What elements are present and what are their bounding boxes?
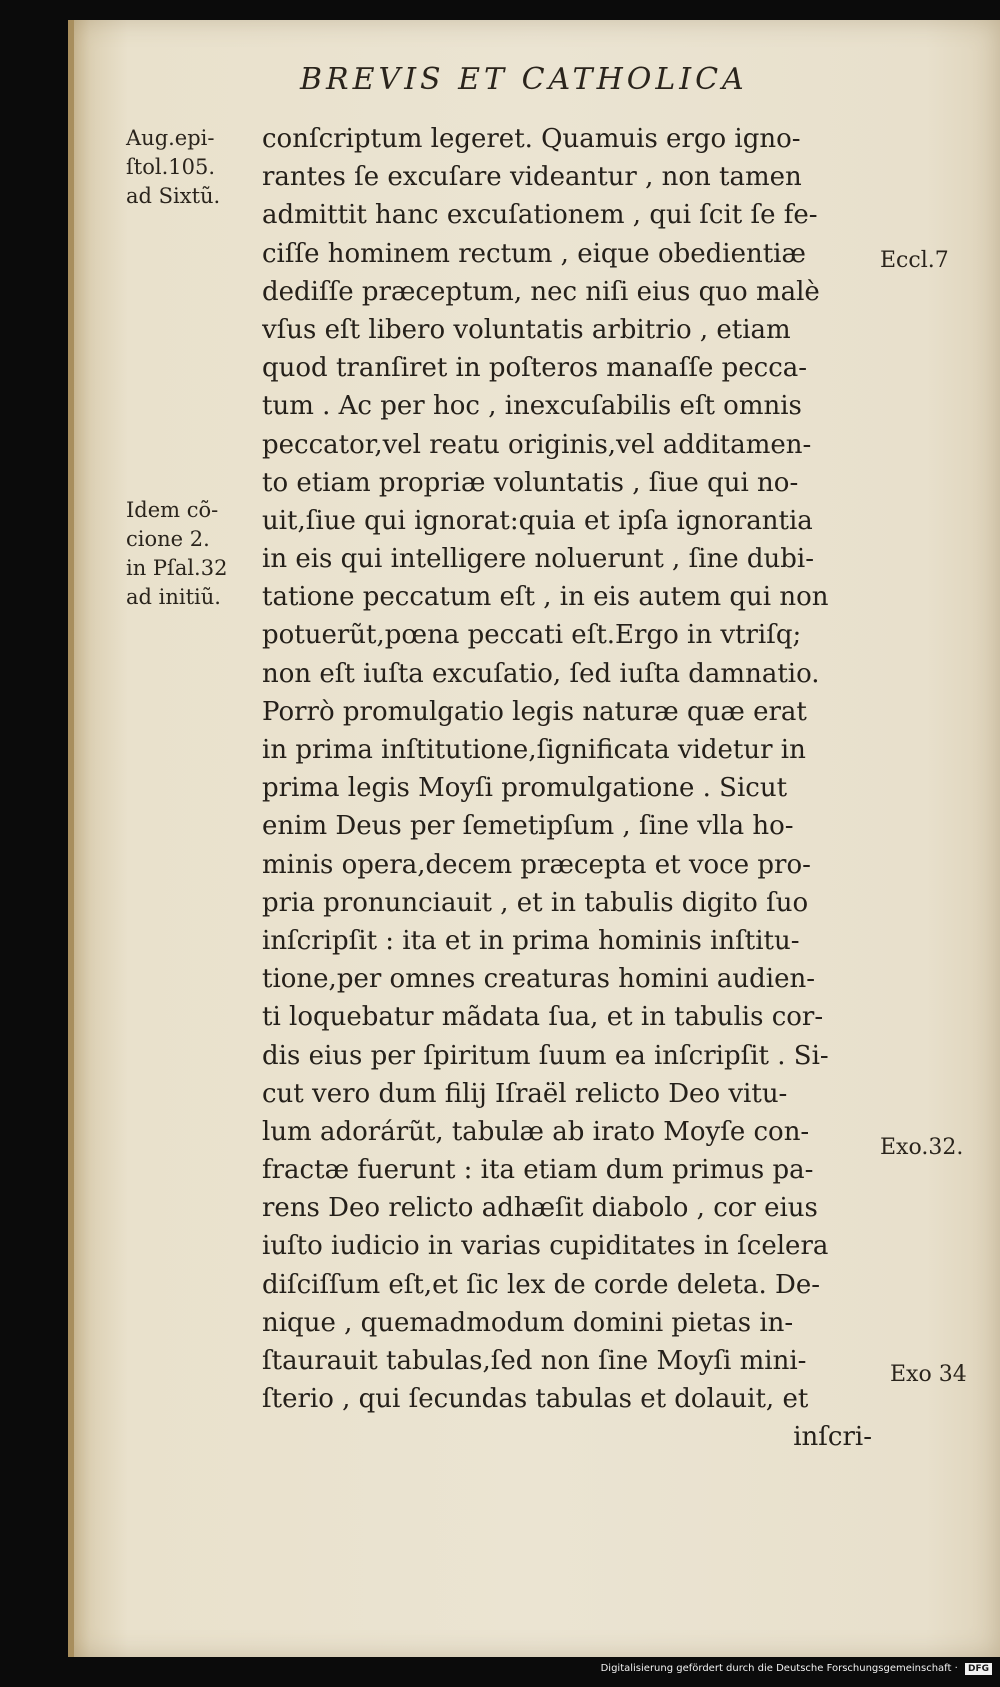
text-line: uit,ſiue qui ignorat:quia et ipſa ignorantia (262, 505, 813, 536)
text-line: cut vero dum filij Iſraël relicto Deo vitu- (262, 1078, 788, 1109)
text-line: rantes ſe excuſare videantur , non tamen (262, 162, 802, 193)
text-line: diſciſſum eſt,et ſic lex de corde deleta. De- (262, 1269, 821, 1300)
margin-note-right-exo34: Exo 34 (890, 1362, 967, 1387)
margin-note-left-augustine (126, 124, 220, 211)
text-line: ſtaurauit tabulas,ſed non ſine Moyſi mini- (262, 1346, 807, 1376)
catchword: inſcri- (793, 1422, 872, 1453)
text-line: lum adorárũt, tabulæ ab irato Moyſe con- (262, 1116, 810, 1147)
margin-note-right-exo32: Exo.32. (880, 1135, 964, 1160)
text-line: non eſt iuſta excuſatio, ſed iuſta damnatio. (262, 658, 820, 689)
text-line: to etiam propriæ voluntatis , ſiue qui no- (262, 467, 799, 498)
text-line: inſcripſit : ita et in prima hominis inſtitu- (262, 925, 800, 956)
digitization-footer (560, 1663, 992, 1675)
text-line: Porrò promulgatio legis naturæ quæ erat (262, 696, 807, 727)
text-line: in eis qui intelligere noluerunt , ſine dubi- (262, 544, 815, 575)
text-line: minis opera,decem præcepta et voce pro- (262, 849, 811, 880)
running-head: BREVIS ET CATHOLICA (300, 62, 748, 97)
margin-note-line: ad initiũ. (126, 585, 221, 609)
margin-note-line: Idem cõ- (126, 498, 219, 522)
text-line: ſterio , qui ſecundas tabulas et dolauit, et (262, 1384, 809, 1415)
margin-note-line: Aug.epi- (126, 126, 215, 150)
text-line: nique , quemadmodum domini pietas in- (262, 1307, 794, 1338)
margin-note-line: ad Sixtũ. (126, 184, 221, 208)
text-line: in prima inſtitutione,ſignificata videtur in (262, 735, 806, 765)
text-line: enim Deus per ſemetipſum , ſine vlla ho- (262, 811, 794, 842)
text-line: dis eius per ſpiritum ſuum ea inſcripſit . Si- (262, 1040, 829, 1071)
text-line: potuerũt,pœna peccati eſt.Ergo in vtriſq; (262, 620, 802, 651)
text-line: rens Deo relicto adhæſit diabolo , cor eius (262, 1193, 818, 1224)
text-line: ti loquebatur mãdata ſua, et in tabulis cor- (262, 1002, 824, 1033)
text-line: vſus eſt libero voluntatis arbitrio , etiam (262, 314, 791, 345)
dfg-logo: DFG (965, 1663, 992, 1675)
margin-note-line: ſtol.105. (126, 155, 216, 179)
text-line: tum . Ac per hoc , inexcuſabilis eſt omnis (262, 391, 802, 422)
text-line: conſcriptum legeret. Quamuis ergo igno- (262, 124, 801, 154)
margin-note-left-idem (126, 496, 227, 612)
text-line: admittit hanc excuſationem , qui ſcit ſe fe- (262, 200, 818, 231)
text-line: prima legis Moyſi promulgatione . Sicut (262, 773, 788, 804)
main-text-block (262, 120, 872, 1457)
text-line: tione,per omnes creaturas homini audien- (262, 964, 816, 995)
text-line: quod tranſiret in poſteros manaſſe pecca- (262, 353, 808, 384)
margin-note-right-eccl: Eccl.7 (880, 248, 949, 273)
text-line: peccator,vel reatu originis,vel additamen- (262, 429, 812, 460)
text-line: pria pronunciauit , et in tabulis digito ſuo (262, 887, 809, 918)
text-line: dediſſe præceptum, nec niſi eius quo malè (262, 276, 820, 307)
margin-note-line: cione 2. (126, 527, 210, 551)
footer-text: Digitalisierung gefördert durch die Deutsche Forschungsgemeinschaft · (600, 1663, 958, 1674)
text-line: tatione peccatum eſt , in eis autem qui non (262, 582, 829, 613)
text-line: fractæ fuerunt : ita etiam dum primus pa- (262, 1155, 814, 1186)
margin-note-line: in Pſal.32 (126, 556, 228, 580)
text-line: iuſto iudicio in varias cupiditates in ſcelera (262, 1231, 829, 1262)
page-edge (68, 20, 74, 1657)
text-line: ciſſe hominem rectum , eique obedientiæ (262, 238, 806, 269)
